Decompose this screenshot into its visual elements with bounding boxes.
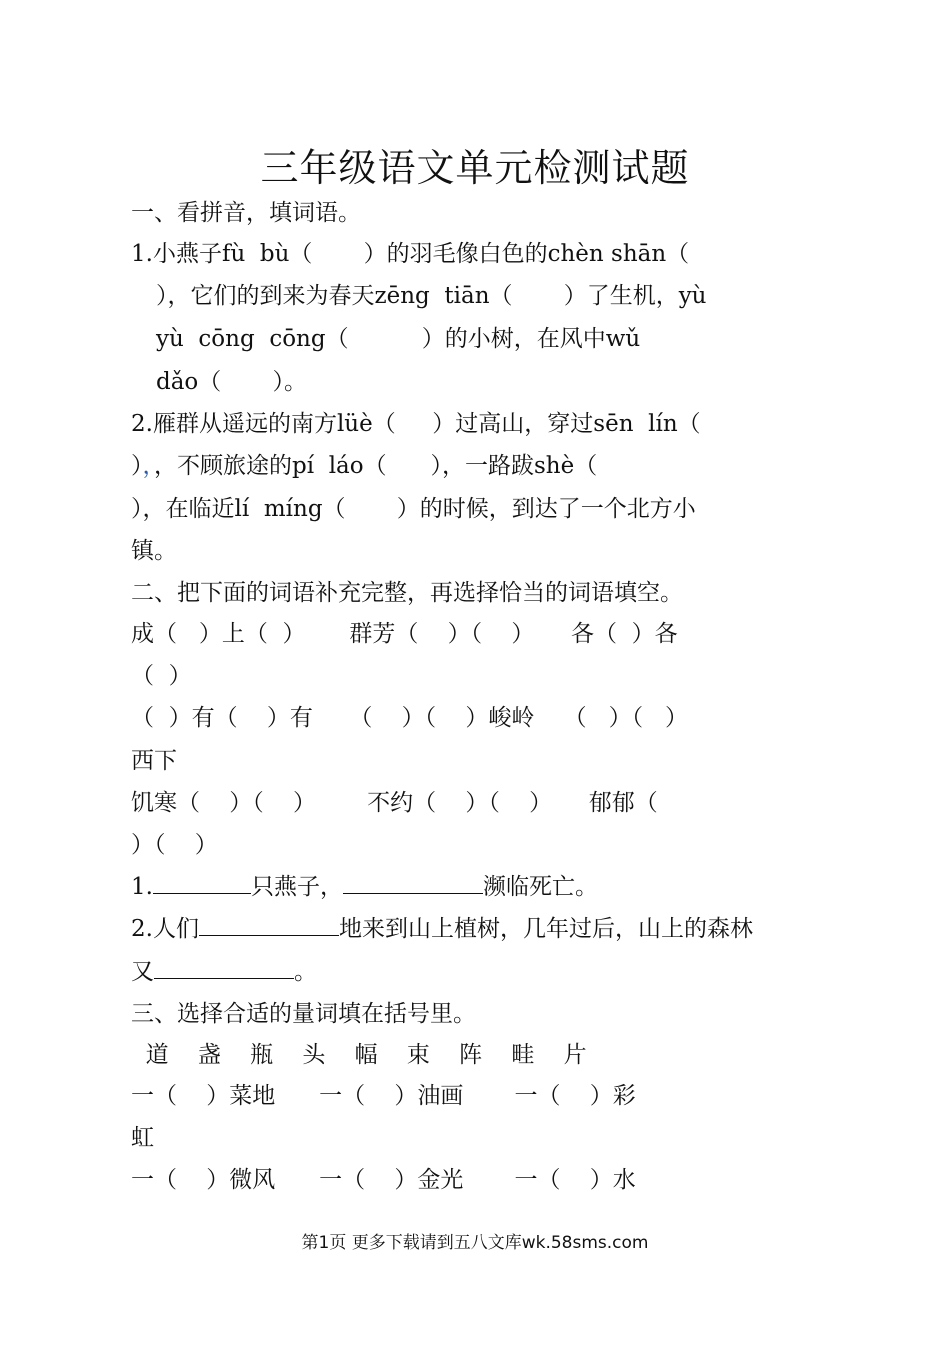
section1-line-5: 2.雁群从遥远的南方lüè（ ）过高山，穿过sēn lín（ — [131, 411, 701, 437]
section1-line-6 — [131, 450, 831, 482]
section1-heading: 一、看拼音，填词语。 — [131, 200, 361, 226]
section1-line-1: 1.小燕子fù bù（ ）的羽毛像白色的chèn shān（ — [131, 241, 690, 267]
q1-number: 1. — [131, 874, 153, 900]
q2-text-1: 2.人们 — [131, 916, 199, 942]
section2-line-6: ）（ ） — [131, 832, 218, 858]
section1-line-6-rest: ，不顾旅途的pí láo（ ），一路跋shè（ — [154, 453, 598, 479]
section1-line-7: ），在临近lí míng（ ）的时候，到达了一个北方小 — [131, 496, 696, 522]
answer-blank[interactable] — [153, 871, 251, 894]
q1-text-2: 濒临死亡。 — [482, 874, 598, 900]
q2-text-4: 。 — [294, 959, 317, 985]
section1-line-4: dǎo（ ）。 — [156, 369, 307, 395]
section3-line-3: 一（ ）微风 一（ ）金光 一（ ）水 — [131, 1167, 636, 1193]
section1-line-2: ），它们的到来为春天zēng tiān（ ）了生机，yù — [156, 283, 707, 309]
q1-text-1: 只燕子， — [250, 874, 343, 900]
section2-line-4: 西下 — [131, 748, 177, 774]
page-title: 三年级语文单元检测试题 — [260, 146, 690, 190]
section2-question-1 — [131, 871, 831, 903]
section1-line-6-start: ） — [131, 453, 143, 479]
section2-heading: 二、把下面的词语补充完整，再选择恰当的词语填空。 — [131, 580, 683, 606]
section1-line-3: yù cōng cōng（ ）的小树，在风中wǔ — [156, 326, 641, 352]
answer-blank[interactable] — [343, 871, 483, 894]
section1-line-6-comma: ， — [142, 453, 154, 479]
measure-word-list: 道 盏 瓶 头 幅 束 阵 畦 片 — [131, 1042, 587, 1068]
q2-text-2: 地来到山上植树，几年过后，山上的森林 — [338, 916, 753, 942]
section2-question-2-cont — [131, 956, 831, 988]
answer-blank[interactable] — [199, 913, 339, 936]
section2-line-1: 成（ ）上（ ） 群芳（ ）（ ） 各（ ）各 — [131, 621, 678, 647]
section2-line-2: （ ） — [131, 663, 192, 689]
section2-line-5: 饥寒（ ）（ ） 不约（ ）（ ） 郁郁（ — [131, 790, 658, 816]
section2-question-2 — [131, 913, 831, 945]
answer-blank[interactable] — [154, 956, 294, 979]
section3-heading: 三、选择合适的量词填在括号里。 — [131, 1001, 476, 1027]
section3-line-1: 一（ ）菜地 一（ ）油画 一（ ）彩 — [131, 1083, 636, 1109]
section3-line-2: 虹 — [131, 1125, 154, 1151]
page-footer: 第1页 更多下载请到五八文库wk.58sms.com — [301, 1233, 649, 1253]
section2-line-3: （ ）有（ ）有 （ ）（ ）峻岭 （ ）（ ） — [131, 705, 689, 731]
q2-text-3: 又 — [131, 959, 154, 985]
section1-line-8: 镇。 — [131, 538, 177, 564]
